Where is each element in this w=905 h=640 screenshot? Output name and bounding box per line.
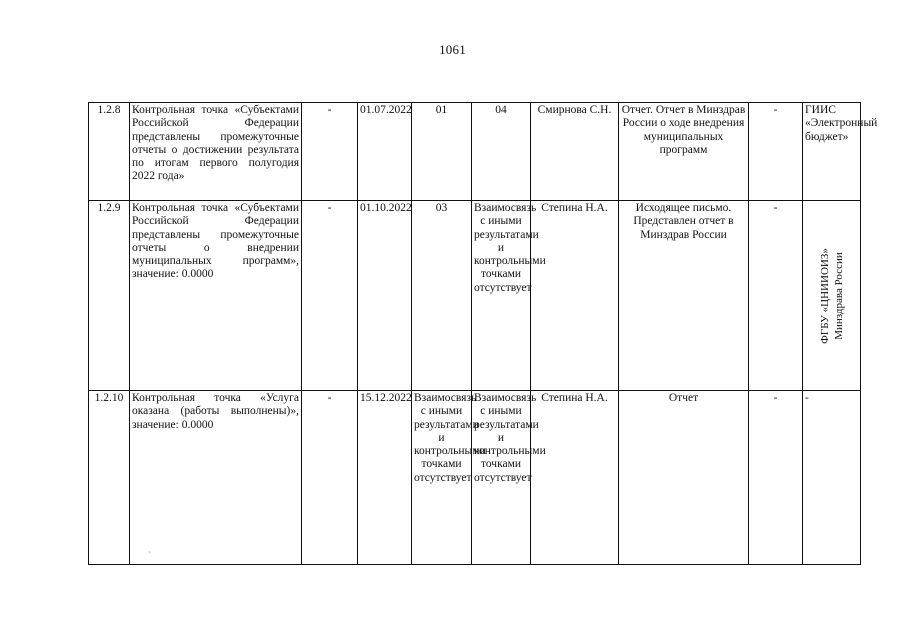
responsible-person: Смирнова С.Н.	[531, 103, 619, 201]
row-number: 1.2.9	[89, 201, 130, 391]
due-date: 01.07.2022	[358, 103, 412, 201]
column-9-value: -	[749, 391, 803, 565]
column-5-value: 03	[412, 201, 472, 391]
information-system: ГИИС «Электронный бюджет»	[803, 103, 861, 201]
table-row	[89, 391, 861, 565]
table-row	[89, 103, 861, 201]
responsible-person: Степина Н.А.	[531, 201, 619, 391]
column-3-value: -	[302, 103, 358, 201]
row-number: 1.2.8	[89, 103, 130, 201]
control-points-table	[88, 102, 878, 565]
control-point-description: Контрольная точка «Услуга оказана (работы выполнены)», значение: 0.0000	[130, 391, 302, 565]
responsible-person: Степина Н.А.	[531, 391, 619, 565]
column-9-value: -	[749, 201, 803, 391]
rotated-organization-label	[818, 248, 846, 344]
column-6-value: Взаимосвязь с иными результатами и контрольными точками отсутствует	[472, 391, 531, 565]
column-5-value: 01	[412, 103, 472, 201]
result-type: Исходящее письмо. Представлен отчет в Минздрав России	[619, 201, 749, 391]
table-row	[89, 201, 861, 391]
due-date: 15.12.2022	[358, 391, 412, 565]
scan-speck: ·	[148, 548, 151, 557]
row-number: 1.2.10	[89, 391, 130, 565]
column-3-value: -	[302, 391, 358, 565]
column-6-value: Взаимосвязь с иными результатами и контрольными точками отсутствует	[472, 201, 531, 391]
due-date: 01.10.2022	[358, 201, 412, 391]
column-3-value: -	[302, 201, 358, 391]
organization-ministry: Минздрава России	[832, 251, 845, 340]
information-system	[803, 201, 861, 391]
column-5-value: Взаимосвязь с иными результатами и контрольными точками отсутствует	[412, 391, 472, 565]
result-type: Отчет. Отчет в Минздрав России о ходе внедрения муниципальных программ	[619, 103, 749, 201]
control-point-description: Контрольная точка «Субъектами Российской Федерации представлены промежуточные отчеты о достижении результата по итогам первого полугодия 2022 года»	[130, 103, 302, 201]
organization-name: ФГБУ «ЦНИИОИЗ»	[818, 247, 831, 344]
result-type: Отчет	[619, 391, 749, 565]
page-number: 1061	[439, 42, 466, 57]
column-6-value: 04	[472, 103, 531, 201]
information-system: -	[803, 391, 861, 565]
control-point-description: Контрольная точка «Субъектами Российской Федерации представлены промежуточные отчеты о внедрении муниципальных программ», значение: 0.0000	[130, 201, 302, 391]
column-9-value: -	[749, 103, 803, 201]
